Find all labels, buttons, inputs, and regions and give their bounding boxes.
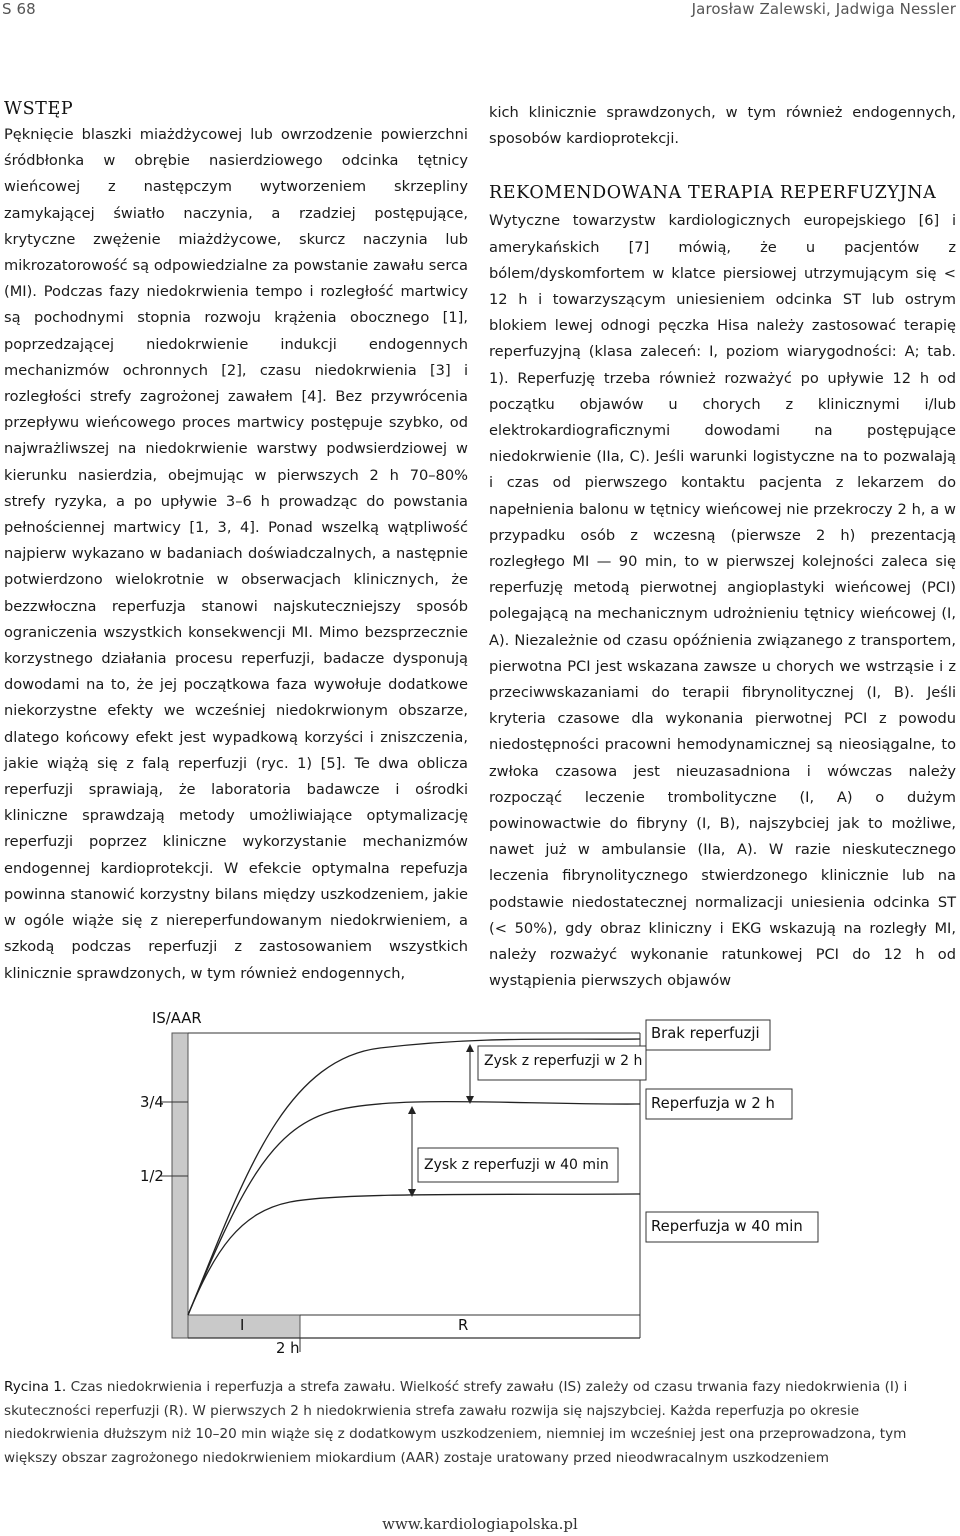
y-tick-label-3-4: 3/4 (140, 1094, 164, 1111)
label-gain-2h: Zysk z reperfuzji w 2 h (484, 1053, 643, 1069)
y-axis-bar (172, 1033, 188, 1338)
y-axis-label: IS/AAR (152, 1010, 202, 1027)
left-column (4, 96, 468, 987)
page-number: S 68 (2, 0, 36, 18)
running-head (0, 0, 960, 22)
section-heading-intro: WSTĘP (4, 99, 74, 119)
label-no-reperfusion: Brak reperfuzji (651, 1025, 760, 1042)
figure-caption (4, 1376, 956, 1470)
label-time-2h: 2 h (276, 1340, 300, 1357)
continuation-paragraph: kich klinicznie sprawdzonych, w tym również endogennych, sposobów kardioprotekcji. (489, 104, 956, 148)
gain-40min-arrow-up (408, 1106, 416, 1114)
intro-paragraph: Pęknięcie blaszki miażdżycowej lub owrzodzenie powierzchni śródbłonka w obrębie nasierdziowego odcinka tętnicy wieńcowej z następczym wytworzeniem skrzepliny zamykającej światło naczynia, a rzadziej postępujące, krytyczne zwężenie miażdżycowe, skurcz naczynia lub mikrozatorowość są odpowiedzialne za powstanie zawału serca (MI). Podczas fazy niedokrwienia tempo i rozległość martwicy są pochodnymi stopnia rozwoju krążenia obocznego [1], poprzedzającej niedokrwienie indukcji endogennych mechanizmów ochronnych [2], czasu niedokrwienia [3] i rozległości strefy zagrożonej zawałem [4]. Bez przywrócenia przepływu wieńcowego proces martwicy postępuje szybko, od najwrażliwszej na niedokrwienie warstwy podwsierdziowej w kierunku nasierdzia, obejmując w pierwszych 2 h 70–80% strefy ryzyka, a po upływie 3–6 h prowadząc do powstania pełnościennej martwicy [1, 3, 4]. Ponad wszelką wątpliwość najpierw wykazano w badaniach doświadczalnych, a następnie potwierdzono wielokrotnie w obserwacjach klinicznych, że bezzwłoczna reperfuzja stanowi najskuteczniejszy sposób ograniczenia wszystkich konsekwencji MI. Mimo bezsprzecznie korzystnego działania procesu reperfuzji, badacze dysponują dowodami na to, że jej początkowa faza wywołuje dodatkowe niekorzystne efekty we wcześniej niedokrwionym obszarze, dlatego końcowy efekt jest wypadkową korzyści i zniszczenia, jakie wiążą się z falą reperfuzji (ryc. 1) [5]. Te dwa oblicza reperfuzji sprawiają, że laboratoria badawcze i ośrodki kliniczne sprawdzają metody umożliwiające optymalizację reperfuzji poprzez kliniczne wykorzystanie mechanizmów endogennej kardioprotekcji. W efekcie optymalna repefuzja powinna stanowić korzystny bilans między uszkodzeniem, jakie w ogóle wiąże się z niereperfundowanym niedokrwieniem, a szkodą podczas reperfuzji z zastosowaniem wszystkich klinicznie sprawdzonych, w tym również endogennych, (4, 126, 468, 982)
curve-reperfusion-40min (188, 1194, 640, 1315)
label-gain-40min: Zysk z reperfuzji w 40 min (424, 1157, 609, 1173)
label-reperfusion: R (458, 1317, 469, 1334)
label-reperfusion-40min: Reperfuzja w 40 min (651, 1218, 803, 1235)
caption-text: Czas niedokrwienia i reperfuzja a strefa zawału. Wielkość strefy zawału (IS) zależy od czasu trwania fazy niedokrwienia (I) i skuteczności reperfuzji (R). W pierwszych 2 h niedokrwienia strefa zawału rozwija się najszybciej. Każda reperfuzja po okresie niedokrwienia dłuższym niż 10–20 min wiąże się z dodatkowym uszkodzeniem, niemniej im wcześniej jest ona przeprowadzona, tym większy obszar zagrożonego niedokrwieniem miokardium (AAR) zostaje uratowany przed nieodwracalnym uszkodzeniem (4, 1379, 908, 1466)
gain-2h-arrow-up (466, 1044, 474, 1052)
figure-1 (0, 990, 960, 1360)
section-heading-therapy: REKOMENDOWANA TERAPIA REPERFUZYJNA (489, 183, 937, 204)
y-tick-label-1-2: 1/2 (140, 1168, 164, 1185)
curve-reperfusion-2h (188, 1102, 640, 1315)
caption-label: Rycina 1. (4, 1379, 67, 1395)
gain-40min-arrow-down (408, 1189, 416, 1197)
label-reperfusion-2h: Reperfuzja w 2 h (651, 1095, 775, 1112)
gain-2h-arrow-down (466, 1096, 474, 1104)
running-head-authors: Jarosław Zalewski, Jadwiga Nessler (691, 0, 956, 18)
footer-url: www.kardiologiapolska.pl (382, 1515, 578, 1533)
label-ischemia: I (240, 1317, 245, 1334)
right-column (489, 100, 956, 995)
therapy-paragraph: Wytyczne towarzystw kardiologicznych europejskiego [6] i amerykańskich [7] mówią, że u pacjentów z bólem/dyskomfortem w klatce piersiowej utrzymującym się < 12 h i towarzyszącym uniesieniem odcinka ST lub ostrym blokiem lewej odnogi pęczka Hisa należy zastosować terapię reperfuzyjną (klasa zaleceń: I, poziom wiarygodności: A; tab. 1). Reperfuzję trzeba również rozważyć po upływie 12 h od początku objawów u chorych z klinicznymi i/lub elektrokardiograficznymi dowodami na postępujące niedokrwienie (IIa, C). Jeśli warunki logistyczne na to pozwalają i czas od pierwszego kontaktu pacjenta z lekarzem do napełnienia balonu w tętnicy wieńcowej nie przekroczy 2 h, a w przypadku osób z wczesną (pierwsze 2 h) prezentacją rozległego MI — 90 min, to w pierwszej kolejności zaleca się reperfuzję metodą pierwotnej angioplastyki wieńcowej (PCI) polegającą na mechanicznym udrożnieniu tętnicy wieńcowej (I, A). Niezależnie od czasu opóźnienia związanego z transportem, pierwotna PCI jest wskazana zawsze u chorych we wstrząsie i z przeciwwskazaniami do terapii fibrynolitycznej (I, B). Jeśli kryteria czasowe dla wykonania pierwotnej PCI z powodu niedostępności pracowni hemodynamicznej są nieosiągalne, to zwłoka czasowa jest nieuzasadniona i wówczas należy rozpocząć leczenie trombolityczne (I, A) o dużym powinowactwie do fibryny (I, B), najszybciej jak to możliwe, nawet już w ambulansie (IIa, A). W razie nieskutecznego leczenia fibrynolitycznego stwierdzonego klinicznie lub na podstawie niedostatecznej normalizacji uniesienia odcinka ST (< 50%), gdy obraz kliniczny i EKG wskazują na rozległy MI, należy rozważyć wykonanie ratunkowej PCI do 12 h od wystąpienia pierwszych objawów (489, 212, 956, 990)
